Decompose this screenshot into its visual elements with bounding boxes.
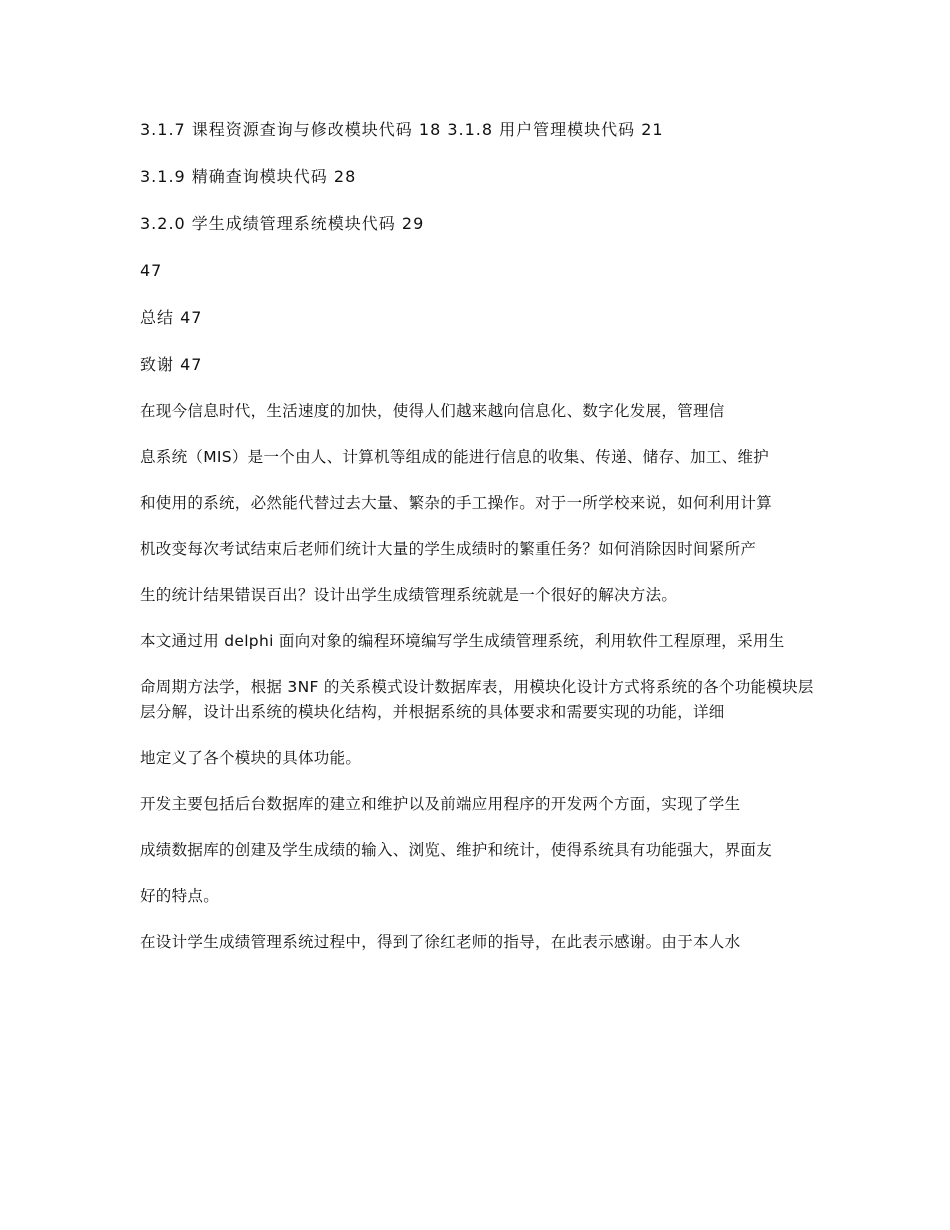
paragraph-line: 成绩数据库的创建及学生成绩的输入、浏览、维护和统计，使得系统具有功能强大，界面友	[140, 841, 773, 859]
paragraph-line: 好的特点。	[140, 887, 220, 905]
toc-entry-3-1-9: 3.1.9 精确查询模块代码 28	[140, 167, 357, 186]
paragraph-line: 开发主要包括后台数据库的建立和维护以及前端应用程序的开发两个方面，实现了学生	[140, 795, 741, 813]
toc-entry-page-number: 47	[140, 261, 163, 280]
toc-entry-3-1-7-and-3-1-8: 3.1.7 课程资源查询与修改模块代码 18 3.1.8 用户管理模块代码 21	[140, 120, 664, 139]
toc-entry-summary: 总结 47	[140, 308, 203, 327]
toc-entry-3-2-0: 3.2.0 学生成绩管理系统模块代码 29	[140, 214, 425, 233]
paragraph-line: 在现今信息时代，生活速度的加快，使得人们越来越向信息化、数字化发展，管理信	[140, 402, 725, 420]
paragraph-line: 在设计学生成绩管理系统过程中，得到了徐红老师的指导，在此表示感谢。由于本人水	[140, 933, 741, 951]
document-body	[140, 117, 820, 976]
paragraph-line: 命周期方法学，根据 3NF 的关系模式设计数据库表，用模块化设计方式将系统的各个功能模块层层分解，设计出系统的模块化结构，并根据系统的具体要求和需要实现的功能，详细	[140, 678, 814, 721]
paragraph-line: 机改变每次考试结束后老师们统计大量的学生成绩时的繁重任务？如何消除因时间紧所产	[140, 540, 757, 558]
paragraph-line: 息系统（MIS）是一个由人、计算机等组成的能进行信息的收集、传递、储存、加工、维护	[140, 448, 770, 466]
toc-entry-acknowledgement: 致谢 47	[140, 355, 203, 374]
paragraph-line: 本文通过用 delphi 面向对象的编程环境编写学生成绩管理系统，利用软件工程原理，采用生	[140, 632, 785, 650]
paragraph-line: 和使用的系统，必然能代替过去大量、繁杂的手工操作。对于一所学校来说，如何利用计算	[140, 494, 773, 512]
paragraph-line: 地定义了各个模块的具体功能。	[140, 749, 362, 767]
paragraph-line: 生的统计结果错误百出？设计出学生成绩管理系统就是一个很好的解决方法。	[140, 586, 678, 604]
